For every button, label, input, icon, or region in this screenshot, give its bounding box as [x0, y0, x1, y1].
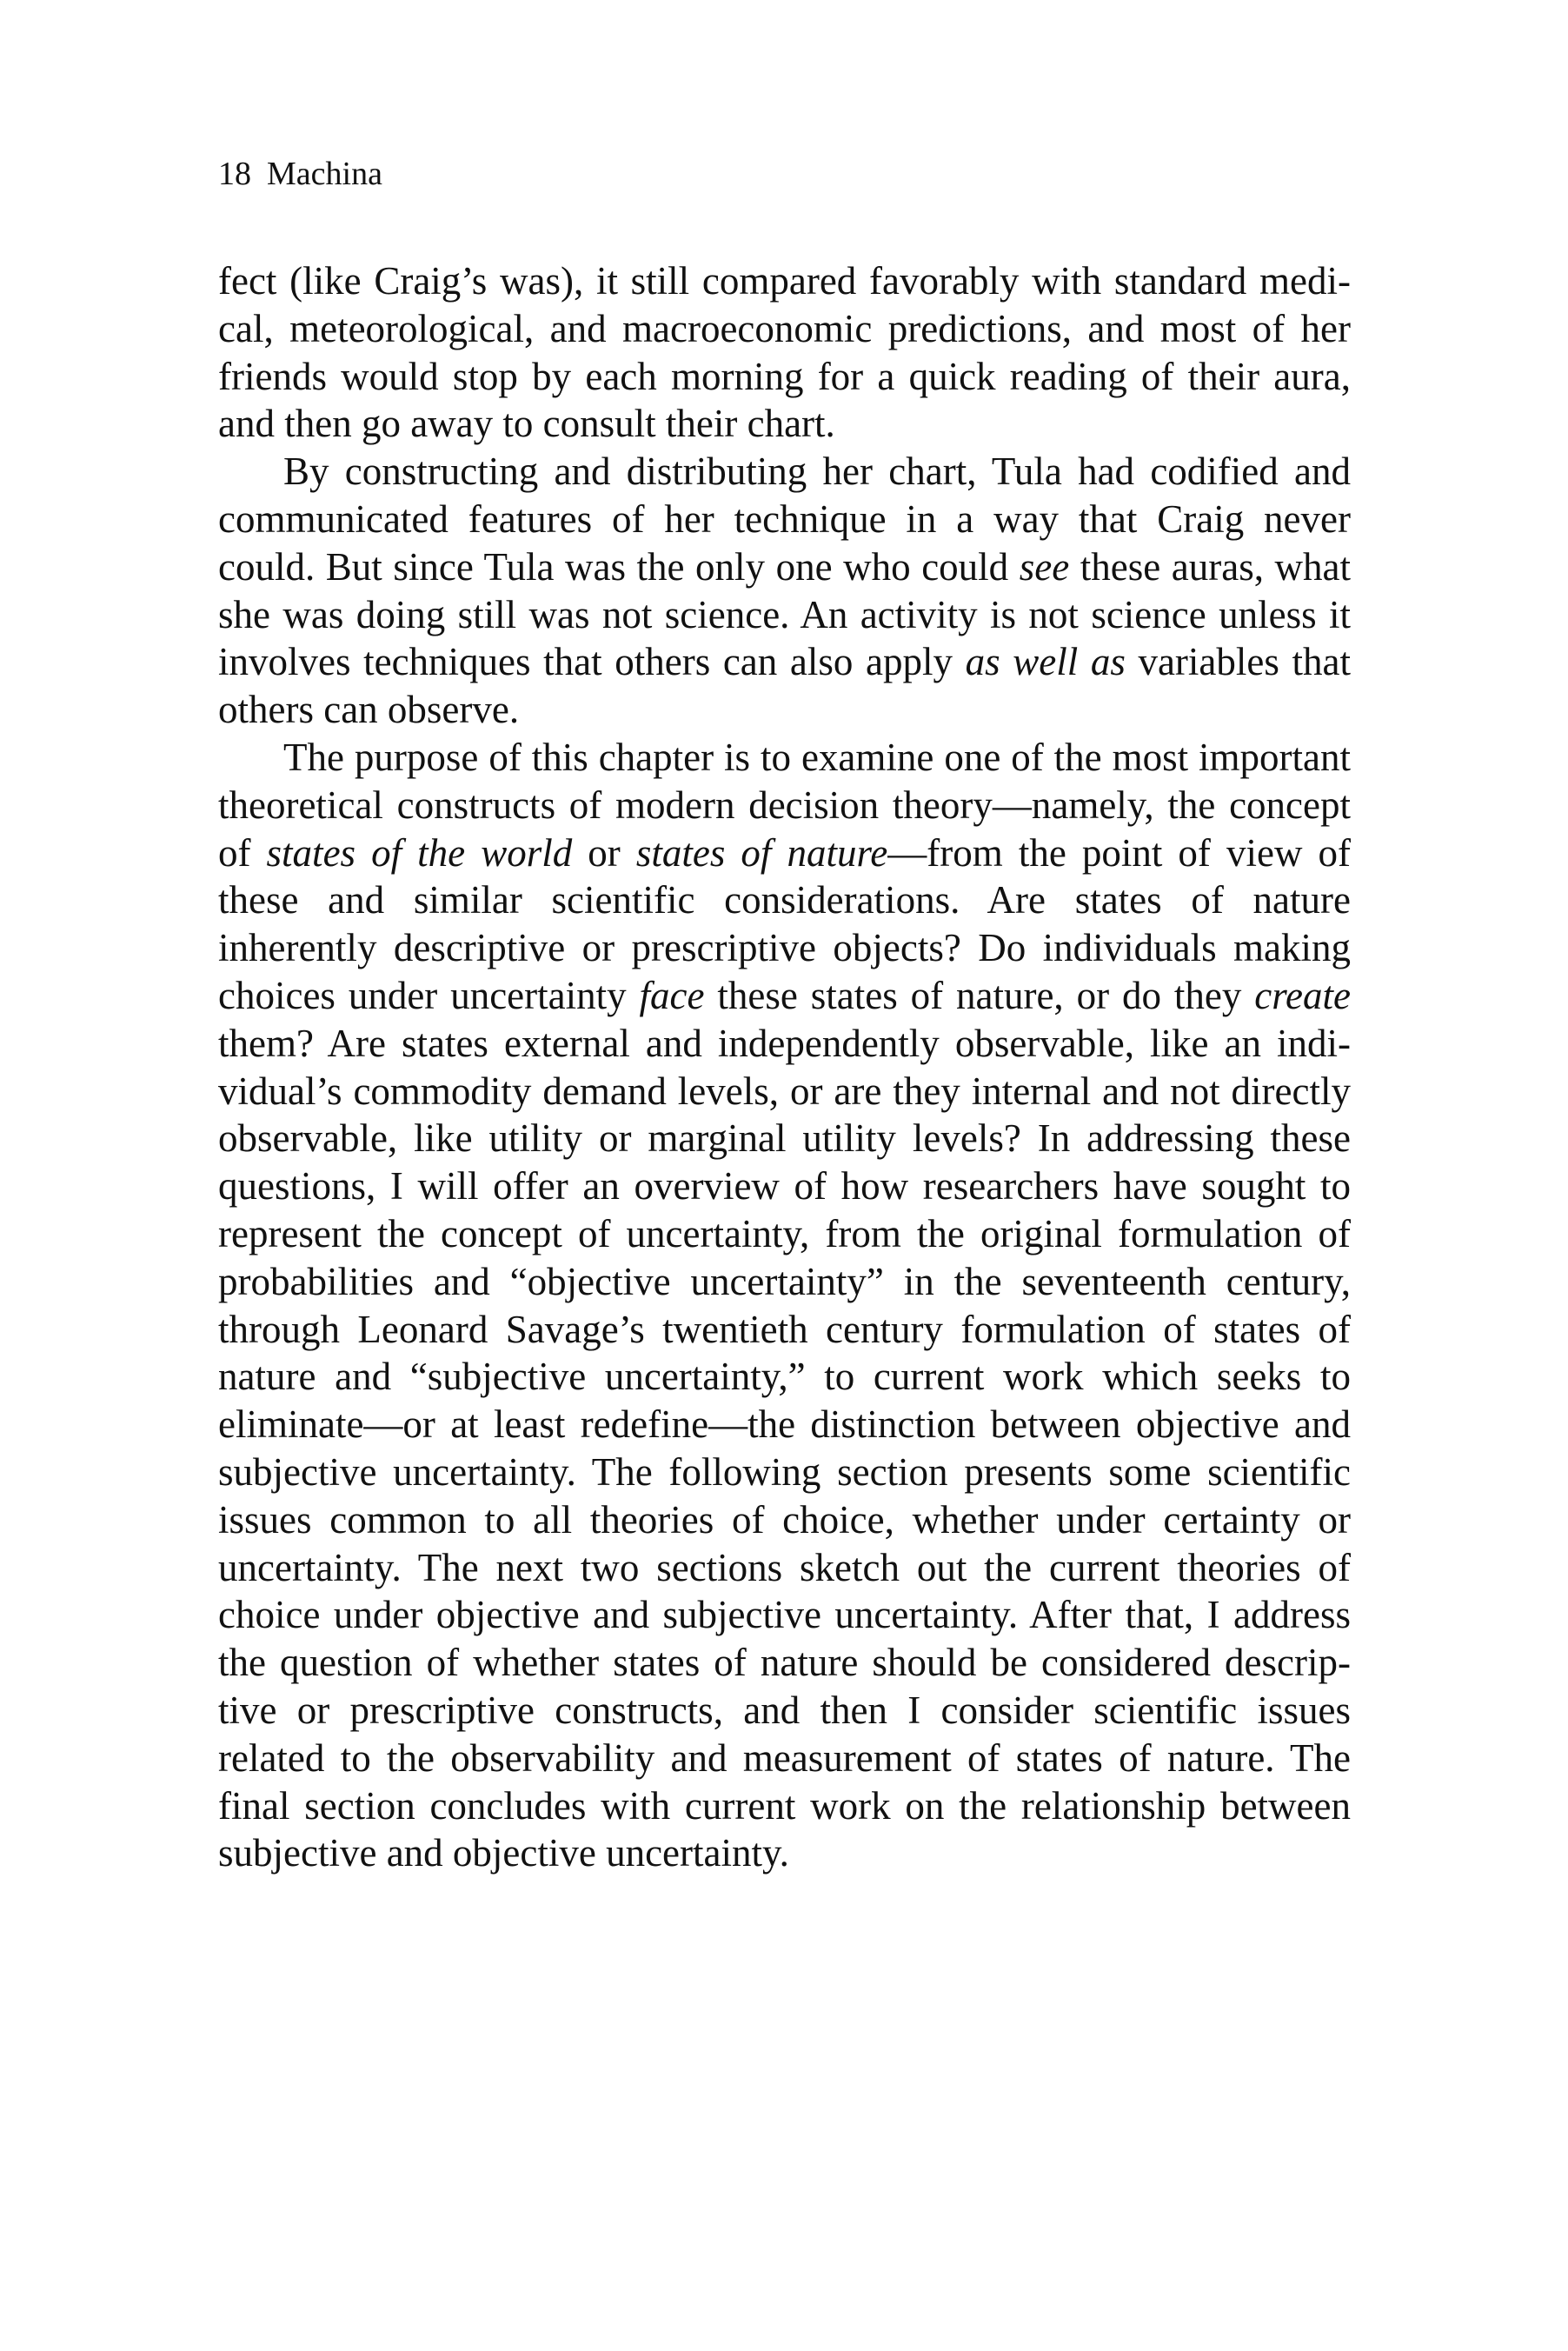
paragraph-text: these states of nature, or do they: [704, 973, 1255, 1017]
paragraph-continued: [218, 257, 1351, 448]
italic-text: face: [639, 973, 705, 1017]
body-text: [218, 257, 1351, 1877]
paragraph-text: them? Are states external and independently observable, like an individual’s commodity demand levels, or are they internal and not directly observable, like utility or marginal utility levels? In addressing these questions, I will offer an overview of how researchers have sought to represent the concept of uncertainty, from the original formulation of probabilities and “objective uncertainty” in the seventeenth century, through Leonard Savage’s twentieth century formulation of states of nature and “subjective uncertainty,” to current work which seeks to eliminate—or at least redefine—the distinction between objective and subjective uncertainty. The following section presents some scientific issues common to all theories of choice, whether under certainty or uncertainty. The next two sections sketch out the current theories of choice under objective and subjective uncertainty. After that, I address the question of whether states of nature should be considered descriptive or prescriptive constructs, and then I consider scientific issues related to the observability and measurement of states of nature. The final section concludes with current work on the relationship between subjective and objective uncertainty.: [218, 1021, 1351, 1875]
running-title: Machina: [267, 156, 382, 192]
paragraph: [218, 448, 1351, 734]
paragraph-text: By constructing and distributing her chart, Tula had codified and communicated features of her technique in a way that Craig never could. But since Tula was the only one who could: [218, 450, 1351, 589]
italic-text: states of the world: [266, 830, 573, 875]
paragraph-text: fect (like Craig’s was), it still compared favorably with standard medical, meteorological, and macroeconomic predictions, and most of her friends would stop by each morning for a quick reading of their aura, and then go away to consult their chart.: [218, 259, 1351, 446]
italic-text: see: [1019, 544, 1070, 589]
italic-text: as well as: [965, 640, 1126, 684]
paragraph-text: The purpose of this chapter is to examine one of the most important theoretical constructs of modern decision theory—namely, the concept of: [218, 735, 1351, 875]
paragraph-text: —from the point of view of these and similar scientific considerations. Are states of nature inherently descriptive or prescriptive objects? Do individuals making choices under uncertainty: [218, 830, 1351, 1017]
paragraph-text: or: [572, 830, 636, 875]
paragraph-text: variables that others can observe.: [218, 640, 1351, 732]
italic-text: states of nature: [635, 830, 888, 875]
paragraph: [218, 734, 1351, 1877]
page-number: 18: [218, 156, 251, 192]
paragraph-text: these auras, what she was doing still was not science. An activity is not science unless it involves techniques that others can also apply: [218, 544, 1351, 684]
running-head: [218, 150, 382, 198]
italic-text: create: [1254, 973, 1351, 1017]
